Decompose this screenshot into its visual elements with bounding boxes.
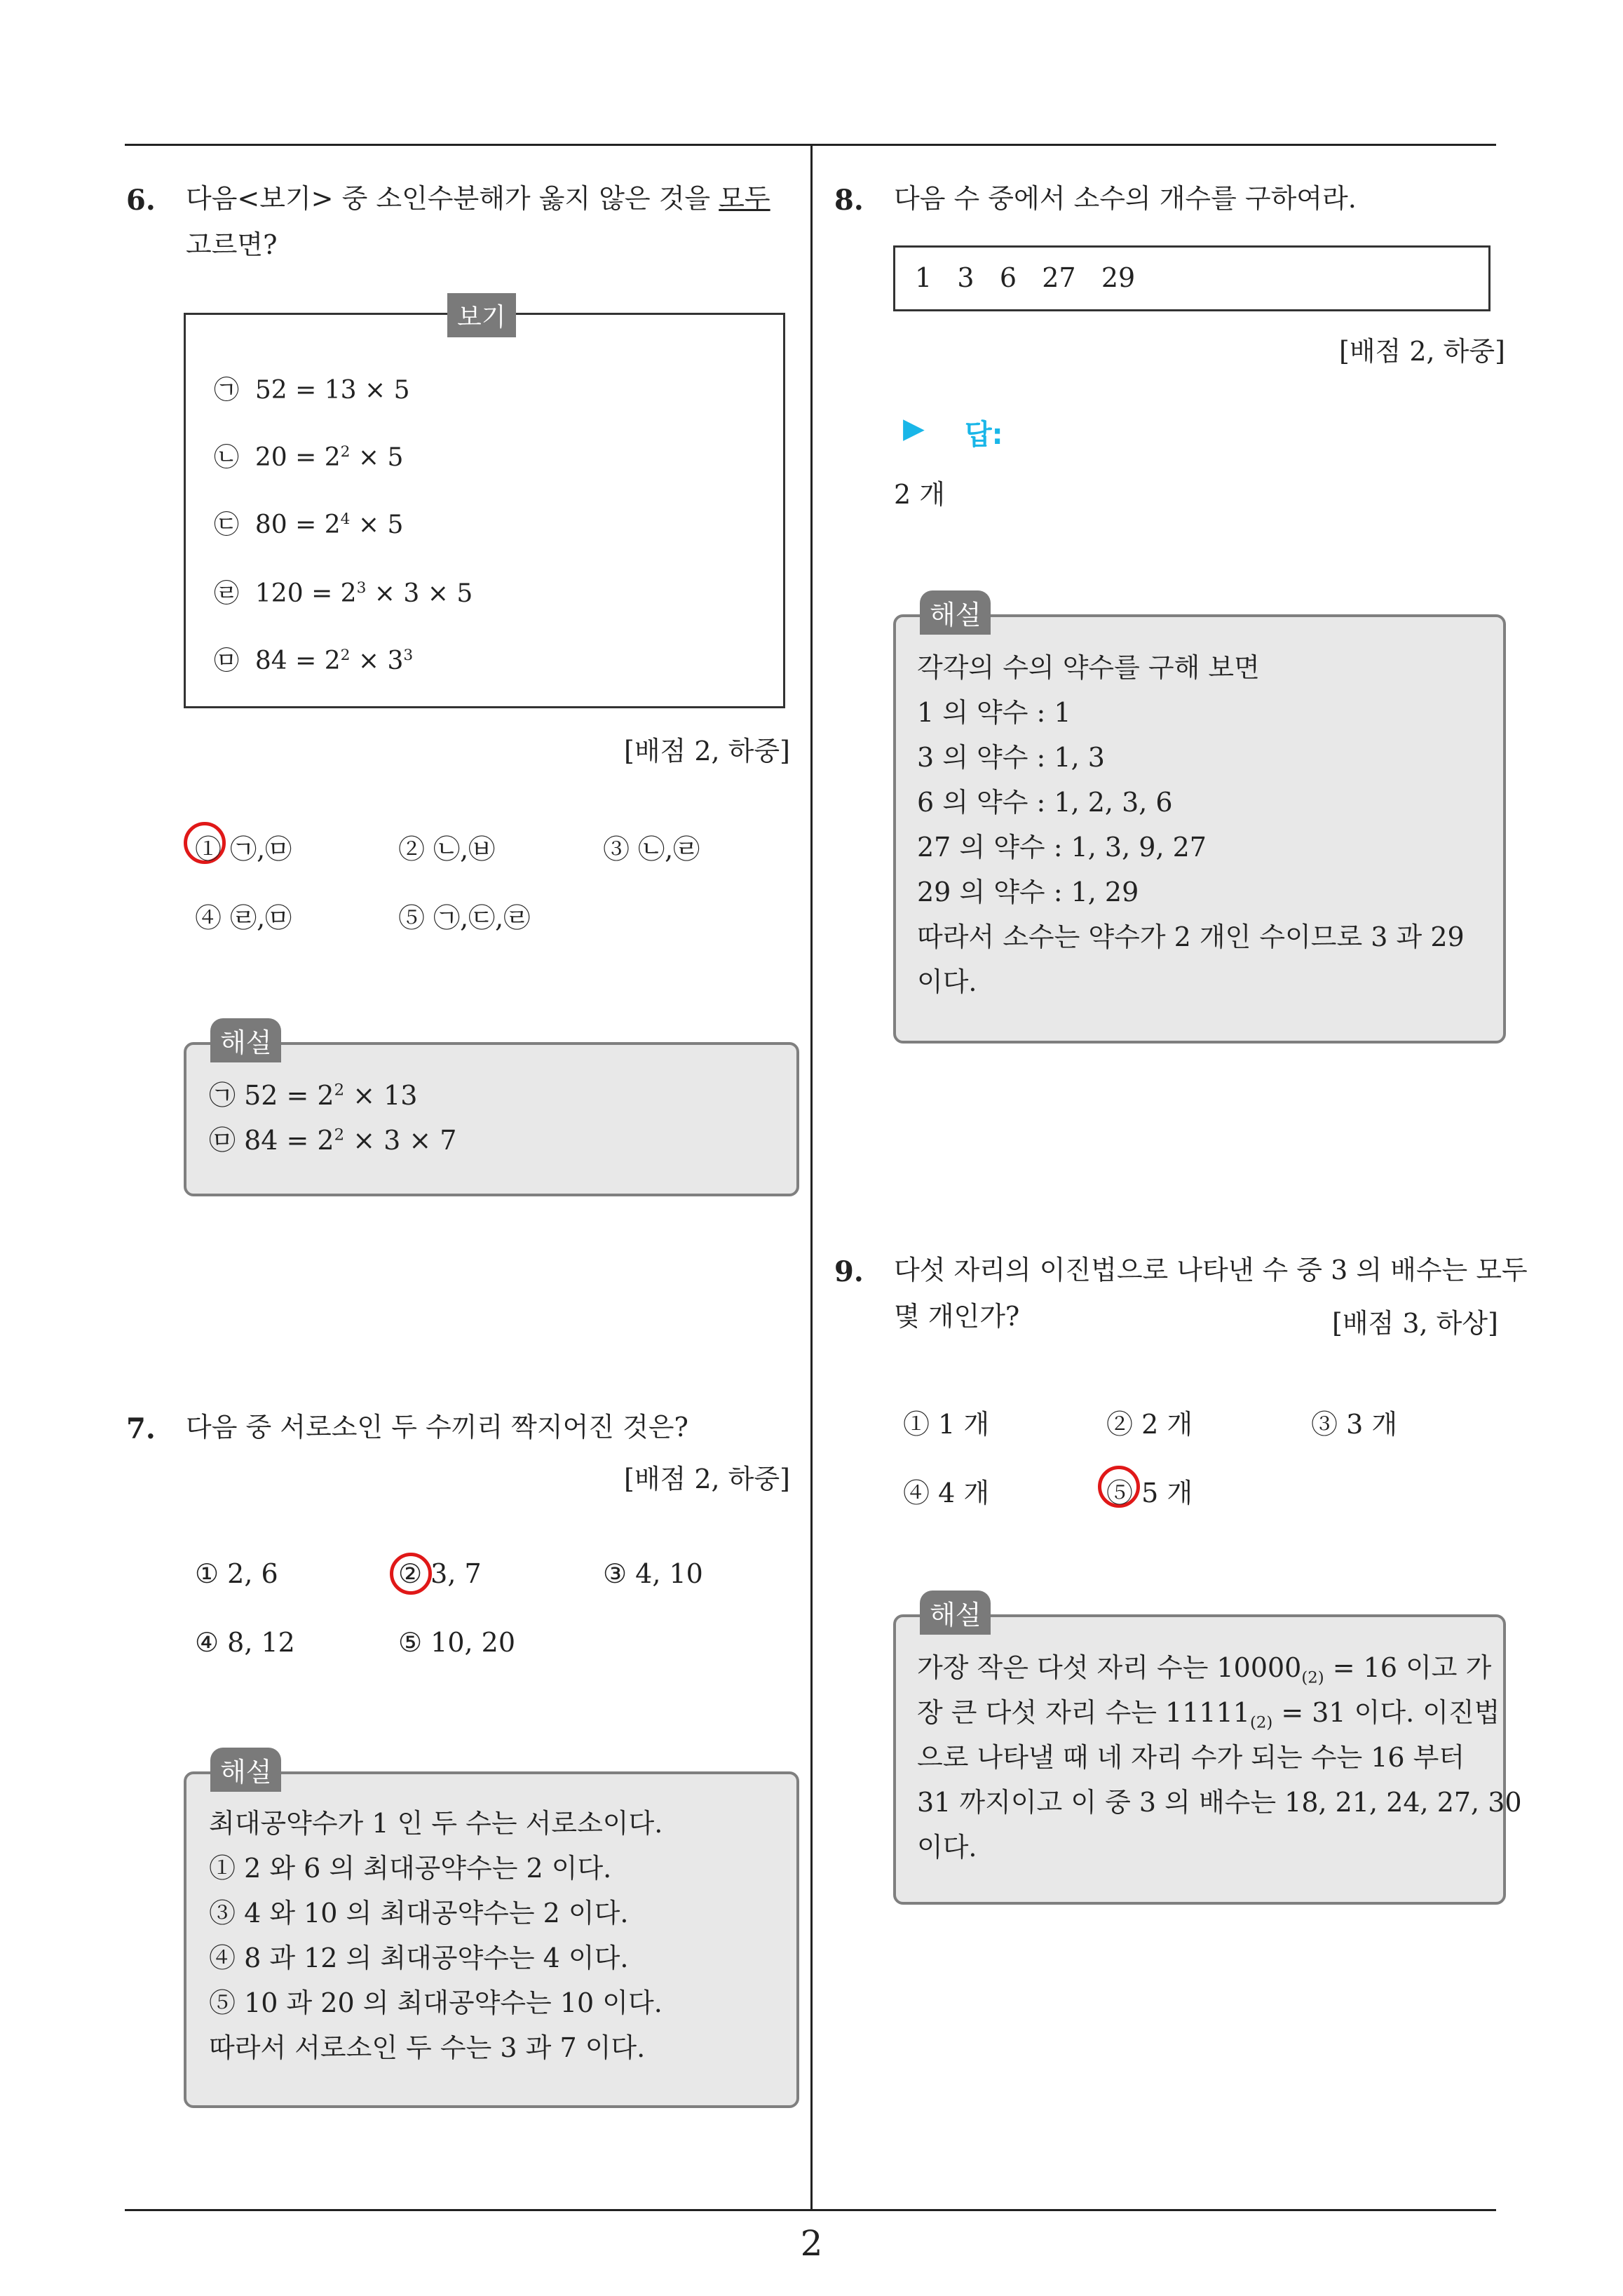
question-text [186,175,770,222]
exponent: 2 [340,647,351,664]
choice-4[interactable]: ④ 4 개 [903,1478,990,1508]
choice-5[interactable]: ⑤ ㉠,㉢,㉣ [398,903,531,933]
item-expression-rest: × 5 [350,511,404,539]
item-expression: 20 = 2 [254,443,341,472]
bogi-item [214,574,473,609]
question-text-line1: 다음<보기> 중 소인수분해가 옳지 않은 것을 [186,183,719,214]
question-text: 다음 수 중에서 소수의 개수를 구하여라. [894,183,1357,214]
bogi-item [214,438,403,473]
solution-text: = 31 이다. 이진법 [1272,1697,1500,1728]
item-mark: ㉢ [214,511,240,539]
choice-2[interactable]: ② ㉡,㉥ [398,834,496,865]
exponent: 3 [403,647,414,664]
question-number: 7. [126,1412,156,1445]
solution-text: 가장 작은 다섯 자리 수는 10000 [917,1652,1302,1683]
solution-line [209,1073,417,1118]
solution-text: = 16 이고 가 [1324,1652,1492,1683]
underlined-word: 모두 [719,183,770,214]
item-expression: 120 = 2 [254,579,357,608]
choice-4[interactable]: ④ 8, 12 [195,1627,295,1658]
question-number: 9. [834,1255,864,1288]
solution-line: 29 의 약수 : 1, 29 [917,877,1139,907]
solution-line: 이다. [917,1832,977,1863]
solution-label: 해설 [210,1018,281,1062]
choice-2[interactable]: ② 2 개 [1106,1409,1193,1440]
choice-5[interactable]: ⑤ 5 개 [1106,1478,1193,1508]
page-number: 2 [800,2223,823,2264]
solution-line: ⑤ 10 과 20 의 최대공약수는 10 이다. [209,1987,663,2018]
solution-text: ㉠ 52 = 2 [209,1080,334,1111]
base-subscript: (2) [1301,1668,1324,1687]
bogi-label: 보기 [447,293,516,337]
bogi-item [214,370,410,406]
solution-line [209,1118,456,1163]
item-expression-rest: × 5 [350,443,404,472]
item-mark: ㉡ [214,443,240,472]
solution-text: × 13 [344,1080,418,1111]
solution-line: ① 2 와 6 의 최대공약수는 2 이다. [209,1853,612,1884]
choice-4[interactable]: ④ ㉣,㉤ [195,903,292,933]
solution-label: 해설 [920,1591,991,1635]
solution-line: 3 의 약수 : 1, 3 [917,742,1105,773]
answer-label: 답: [965,419,1003,451]
choice-1[interactable]: ① ㉠,㉤ [195,834,292,865]
question-text-line2: 고르면? [186,229,278,260]
choice-5[interactable]: ⑤ 10, 20 [398,1627,516,1658]
solution-line: 27 의 약수 : 1, 3, 9, 27 [917,832,1207,863]
solution-line: 31 까지이고 이 중 3 의 배수는 18, 21, 24, 27, 30 [917,1787,1522,1818]
solution-line: 으로 나타낼 때 네 자리 수가 되는 수는 16 부터 [917,1742,1465,1773]
choice-3[interactable]: ③ ㉡,㉣ [603,834,700,865]
base-subscript: (2) [1249,1713,1273,1732]
score-label: [배점 2, 하중] [624,736,790,767]
question-text-line1: 다섯 자리의 이진법으로 나타낸 수 중 3 의 배수는 모두 [894,1255,1528,1285]
solution-line [917,1645,1491,1690]
answer-arrow-icon: ▶ [903,412,925,445]
score-label: [배점 2, 하중] [1339,336,1505,367]
choice-2[interactable]: ② 3, 7 [398,1558,482,1589]
question-text: 다음 중 서로소인 두 수끼리 짝지어진 것은? [186,1412,688,1443]
solution-text: × 3 × 7 [344,1125,457,1156]
exponent: 4 [340,511,351,528]
item-expression-rest: × 3 [350,647,404,675]
solution-label: 해설 [920,590,991,635]
score-label: [배점 3, 하상] [1332,1308,1498,1339]
item-expression-rest: × 3 × 5 [366,579,473,608]
bottom-rule [125,2209,1496,2211]
item-expression: 84 = 2 [254,647,341,675]
choice-1[interactable]: ① 1 개 [903,1409,990,1440]
exponent: 3 [356,579,367,597]
bogi-item [214,641,413,677]
solution-line [917,1690,1500,1735]
solution-line: 1 의 약수 : 1 [917,697,1071,728]
answer-value: 2 개 [894,479,945,510]
item-mark: ㉤ [214,647,240,675]
solution-text: ㉤ 84 = 2 [209,1125,334,1156]
item-mark: ㉣ [214,579,240,608]
choice-1[interactable]: ① 2, 6 [195,1558,278,1589]
score-label: [배점 2, 하중] [624,1464,790,1494]
column-divider [810,144,813,2211]
item-mark: ㉠ [214,376,240,405]
question-number: 8. [834,184,864,217]
bogi-item [214,505,403,541]
exponent: 2 [334,1081,345,1100]
exponent: 2 [340,443,351,461]
solution-line: ③ 4 와 10 의 최대공약수는 2 이다. [209,1898,629,1929]
choice-3[interactable]: ③ 4, 10 [603,1558,703,1589]
solution-line: 따라서 서로소인 두 수는 3 과 7 이다. [209,2032,646,2063]
question-text-line2: 몇 개인가? [894,1301,1020,1332]
solution-line: 6 의 약수 : 1, 2, 3, 6 [917,787,1173,818]
item-expression: 52 = 13 × 5 [254,376,410,405]
solution-line: 각각의 수의 약수를 구해 보면 [917,652,1260,683]
number-list: 1 3 6 27 29 [915,262,1136,293]
exponent: 2 [334,1126,345,1144]
solution-line: 이다. [917,966,977,997]
question-number: 6. [126,184,156,217]
solution-text: 장 큰 다섯 자리 수는 11111 [917,1697,1250,1728]
item-expression: 80 = 2 [254,511,341,539]
choice-3[interactable]: ③ 3 개 [1311,1409,1398,1440]
solution-label: 해설 [210,1748,281,1792]
solution-line: 따라서 소수는 약수가 2 개인 수이므로 3 과 29 [917,921,1465,952]
solution-line: 최대공약수가 1 인 두 수는 서로소이다. [209,1808,663,1839]
solution-line: ④ 8 과 12 의 최대공약수는 4 이다. [209,1943,629,1973]
